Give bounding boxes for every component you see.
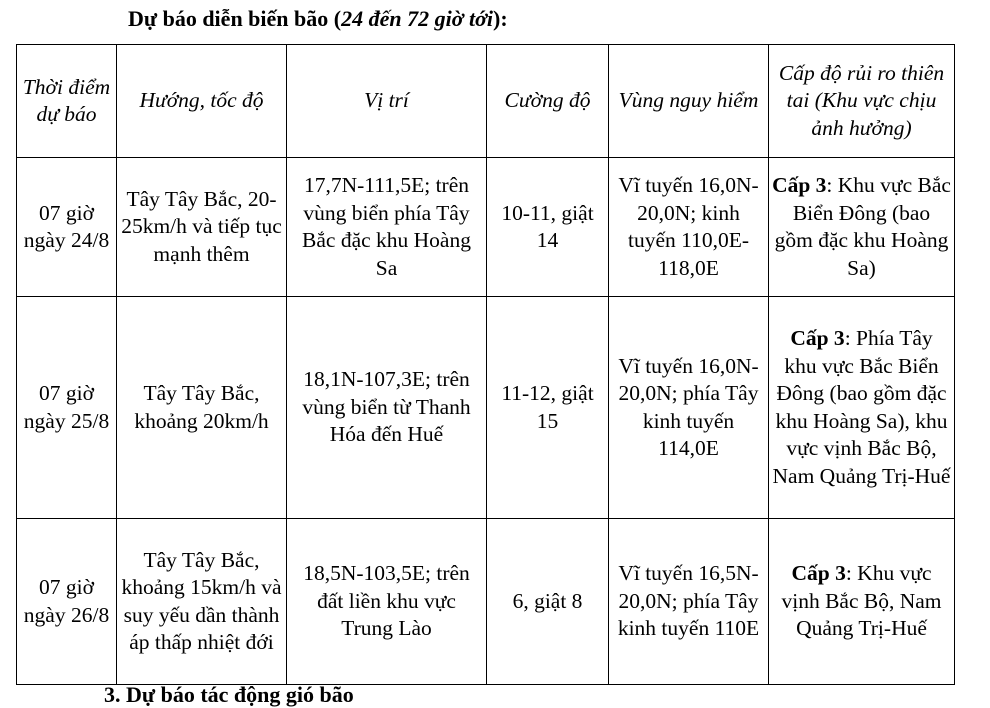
cell-danger-zone: Vĩ tuyến 16,0N-20,0N; kinh tuyến 110,0E-118,0E [609,158,769,297]
cell-direction: Tây Tây Bắc, khoảng 15km/h và suy yếu dần thành áp thấp nhiệt đới [117,519,287,685]
cell-time: 07 giờ ngày 24/8 [17,158,117,297]
cell-time: 07 giờ ngày 25/8 [17,297,117,519]
section-heading [128,6,508,32]
header-risk: Cấp độ rủi ro thiên tai (Khu vực chịu ảnh hưởng) [769,45,955,158]
cell-position: 18,5N-103,5E; trên đất liền khu vực Trung Lào [287,519,487,685]
table-row [17,297,955,519]
cell-risk [769,158,955,297]
storm-forecast-table [16,44,955,685]
cell-intensity: 11-12, giật 15 [487,297,609,519]
heading-prefix: Dự báo diễn biến bão ( [128,6,342,31]
risk-level: Cấp 3 [790,326,845,350]
cell-danger-zone: Vĩ tuyến 16,0N-20,0N; phía Tây kinh tuyến 114,0E [609,297,769,519]
cell-position: 18,1N-107,3E; trên vùng biển từ Thanh Hóa đến Huế [287,297,487,519]
next-section-heading: 3. Dự báo tác động gió bão [104,682,354,707]
header-intensity: Cường độ [487,45,609,158]
risk-area: : Phía Tây khu vực Bắc Biển Đông (bao gồm đặc khu Hoàng Sa), khu vực vịnh Bắc Bộ, Nam Quảng Trị-Huế [772,326,951,488]
heading-range: 24 đến 72 giờ tới [341,6,494,31]
cell-risk [769,297,955,519]
risk-area: : Khu vực vịnh Bắc Bộ, Nam Quảng Trị-Huế [781,561,942,641]
risk-area: : Khu vực Bắc Biển Đông (bao gồm đặc khu Hoàng Sa) [774,173,951,280]
cell-danger-zone: Vĩ tuyến 16,5N-20,0N; phía Tây kinh tuyến 110E [609,519,769,685]
cell-intensity: 6, giật 8 [487,519,609,685]
risk-level: Cấp 3 [772,173,827,197]
cell-time: 07 giờ ngày 26/8 [17,519,117,685]
cell-intensity: 10-11, giật 14 [487,158,609,297]
header-position: Vị trí [287,45,487,158]
heading-suffix: ): [493,6,508,31]
table-row [17,519,955,685]
table-row [17,158,955,297]
cell-position: 17,7N-111,5E; trên vùng biển phía Tây Bắc đặc khu Hoàng Sa [287,158,487,297]
header-time: Thời điểm dự báo [17,45,117,158]
header-danger-zone: Vùng nguy hiểm [609,45,769,158]
table-header-row [17,45,955,158]
cell-direction: Tây Tây Bắc, 20-25km/h và tiếp tục mạnh thêm [117,158,287,297]
cell-risk [769,519,955,685]
risk-level: Cấp 3 [791,561,846,586]
header-direction: Hướng, tốc độ [117,45,287,158]
cell-direction: Tây Tây Bắc, khoảng 20km/h [117,297,287,519]
